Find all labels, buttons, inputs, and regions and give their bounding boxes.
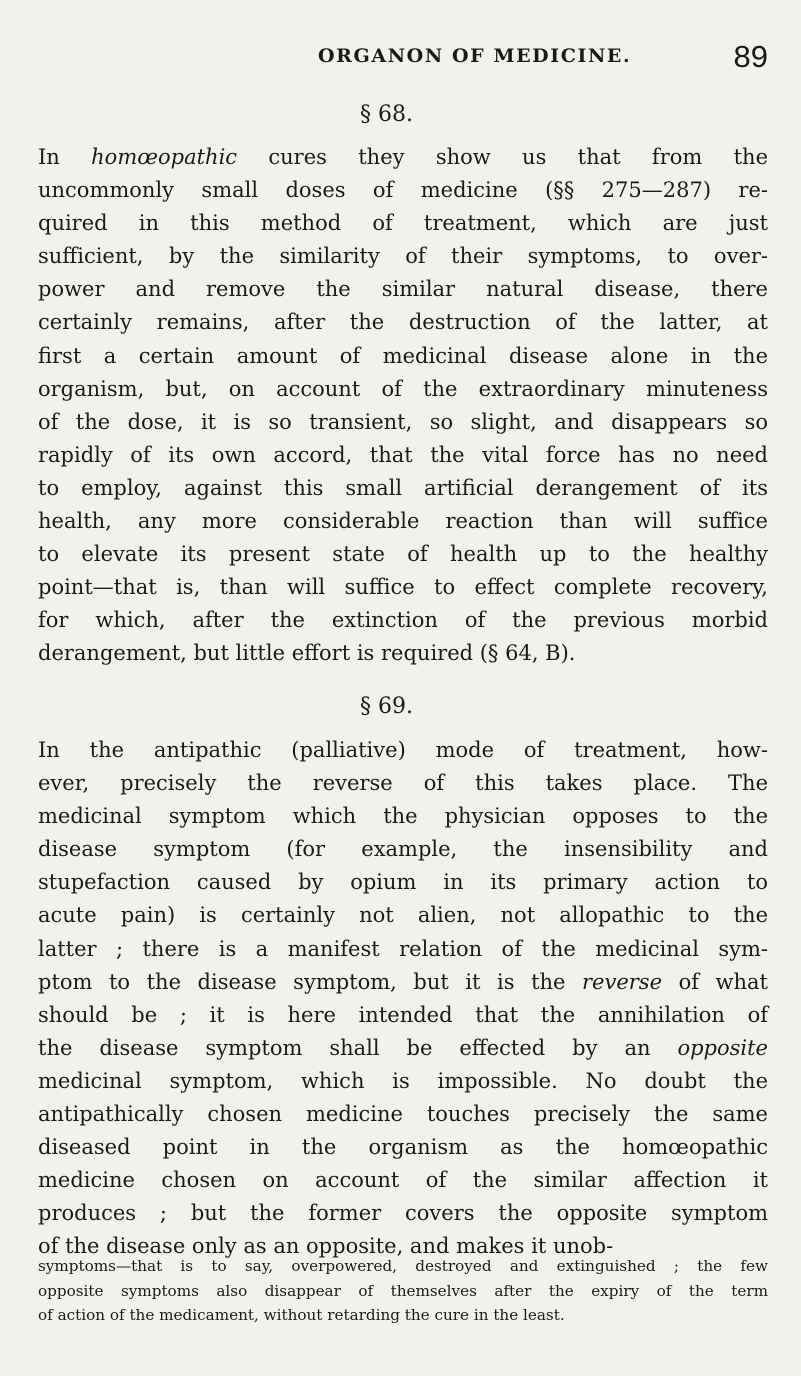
italic-text: reverse xyxy=(582,969,663,994)
text-line xyxy=(38,999,768,1032)
text-run: ptom to the disease symptom, but it is the xyxy=(38,969,583,994)
running-title: ORGANON OF MEDICINE. xyxy=(318,45,632,67)
text-line xyxy=(38,439,768,472)
text-run: rapidly of its own accord, that the vital force has no need xyxy=(38,442,768,467)
text-line xyxy=(38,1098,768,1131)
text-line xyxy=(38,373,768,406)
text-run: organism, but, on account of the extraordinary minuteness xyxy=(38,376,768,401)
text-run: of what xyxy=(662,969,768,994)
text-line xyxy=(38,1032,768,1065)
text-run: uncommonly small doses of medicine (§§ 275—287) re- xyxy=(38,178,768,203)
text-line xyxy=(38,637,768,670)
text-run: acute pain) is certainly not alien, not allopathic to the xyxy=(38,903,768,928)
text-run: antipathically chosen medicine touches precisely the same xyxy=(38,1102,768,1127)
text-line xyxy=(38,800,768,833)
text-line xyxy=(38,899,768,932)
text-line xyxy=(38,1131,768,1164)
text-line xyxy=(38,207,768,240)
text-run: of the dose, it is so transient, so slight, and disappears so xyxy=(38,409,768,434)
text-line xyxy=(38,141,768,174)
text-run: stupefaction caused by opium in its primary action to xyxy=(38,870,768,895)
text-run: derangement, but little effort is required (§ 64, B). xyxy=(38,641,576,666)
text-run: point—that is, than will suffice to effect complete recovery, xyxy=(38,575,768,600)
text-line xyxy=(38,933,768,966)
text-run: ever, precisely the reverse of this takes place. The xyxy=(38,771,768,796)
text-line xyxy=(38,966,768,999)
text-line xyxy=(38,1197,768,1230)
footnote xyxy=(38,1254,768,1328)
text-line xyxy=(38,538,768,571)
text-line xyxy=(38,406,768,439)
text-run: for which, after the extinction of the previous morbid xyxy=(38,608,768,633)
footnote-line: opposite symptoms also disappear of themselves after the expiry of the term xyxy=(38,1281,768,1300)
page-number: 89 xyxy=(733,39,768,74)
text-run: cures they show us that from the xyxy=(237,145,769,169)
text-line xyxy=(38,505,768,538)
section-68-heading: § 68. xyxy=(360,102,413,127)
text-line xyxy=(38,767,768,800)
text-run: to employ, against this small artificial derangement of its xyxy=(38,475,768,500)
text-line xyxy=(38,604,768,637)
section-69-paragraph xyxy=(38,734,768,1264)
footnote-line: of action of the medicament, without retarding the cure in the least. xyxy=(38,1306,565,1324)
text-run: produces ; but the former covers the opposite symptom xyxy=(38,1201,768,1226)
text-line xyxy=(38,1065,768,1098)
section-68-paragraph xyxy=(38,141,768,671)
text-run: medicinal symptom, which is impossible. No doubt the xyxy=(38,1068,768,1093)
text-line xyxy=(38,240,768,273)
text-run: diseased point in the organism as the homœopathic xyxy=(38,1135,768,1160)
section-69-heading: § 69. xyxy=(360,694,413,719)
text-run: of the disease only as an opposite, and makes it unob- xyxy=(38,1234,614,1259)
text-line xyxy=(38,273,768,306)
text-run: health, any more considerable reaction than will suffice xyxy=(38,509,768,534)
text-run: to elevate its present state of health up to the healthy xyxy=(38,542,768,567)
text-run: power and remove the similar natural disease, there xyxy=(38,277,768,302)
text-run: first a certain amount of medicinal disease alone in the xyxy=(38,343,768,368)
text-run: medicinal symptom which the physician opposes to the xyxy=(38,804,768,829)
text-run: quired in this method of treatment, which are just xyxy=(38,211,768,236)
text-line xyxy=(38,340,768,373)
footnote-line: symptoms—that is to say, overpowered, destroyed and extinguished ; the few xyxy=(38,1257,768,1275)
text-run: sufficient, by the similarity of their symptoms, to over- xyxy=(38,244,768,269)
text-line xyxy=(38,833,768,866)
text-line xyxy=(38,866,768,899)
text-line xyxy=(38,472,768,505)
text-run: certainly remains, after the destruction of the latter, at xyxy=(38,310,768,335)
text-run: latter ; there is a manifest relation of the medicinal sym- xyxy=(38,936,768,961)
text-run: disease symptom (for example, the insensibility and xyxy=(38,837,768,862)
text-run: In xyxy=(38,145,92,169)
text-line xyxy=(38,571,768,604)
italic-text: opposite xyxy=(677,1035,768,1060)
text-run: should be ; it is here intended that the annihilation of xyxy=(38,1002,768,1027)
text-line xyxy=(38,1164,768,1197)
text-line xyxy=(38,306,768,339)
italic-text: homœopathic xyxy=(91,145,238,169)
text-line xyxy=(38,734,768,767)
text-line xyxy=(38,174,768,207)
text-run: medicine chosen on account of the similar affection it xyxy=(38,1168,768,1193)
running-head xyxy=(0,40,801,80)
text-run: the disease symptom shall be effected by an xyxy=(38,1035,678,1060)
text-run: In the antipathic (palliative) mode of treatment, how- xyxy=(38,738,768,762)
